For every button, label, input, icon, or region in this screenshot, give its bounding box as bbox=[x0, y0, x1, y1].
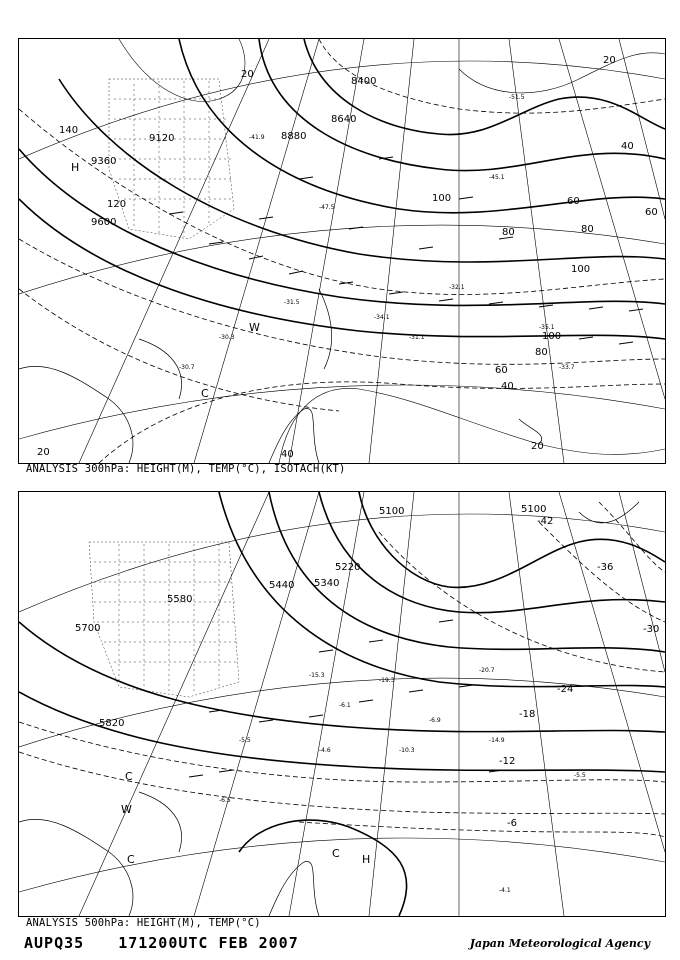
center-mark: H bbox=[71, 161, 80, 174]
center-mark: W bbox=[249, 321, 260, 334]
svg-text:-4.6: -4.6 bbox=[319, 747, 331, 754]
svg-text:-30.3: -30.3 bbox=[219, 334, 235, 341]
isotach-label: 60 bbox=[495, 365, 508, 376]
svg-text:-6.9: -6.9 bbox=[429, 717, 441, 724]
height-label: 5100 bbox=[379, 506, 405, 517]
height-label: 9360 bbox=[91, 156, 117, 167]
agency-name: Japan Meteorological Agency bbox=[469, 937, 650, 950]
height-label: 9120 bbox=[149, 133, 175, 144]
isotach-label: 20 bbox=[37, 447, 50, 458]
svg-text:-19.3: -19.3 bbox=[379, 677, 395, 684]
caption-500hpa: ANALYSIS 500hPa: HEIGHT(M), TEMP(°C) bbox=[26, 917, 261, 929]
temp-contours bbox=[19, 502, 665, 837]
svg-text:-41.9: -41.9 bbox=[249, 134, 265, 141]
chart-500hpa-map bbox=[19, 492, 665, 916]
height-label: 5220 bbox=[335, 562, 361, 573]
svg-text:-30.7: -30.7 bbox=[179, 364, 195, 371]
coastline bbox=[19, 289, 542, 463]
height-label: 9600 bbox=[91, 217, 117, 228]
center-mark: C bbox=[332, 847, 340, 860]
chart-500hpa bbox=[18, 491, 666, 917]
svg-text:-5.5: -5.5 bbox=[574, 772, 586, 779]
svg-text:-14.9: -14.9 bbox=[489, 737, 505, 744]
height-labels bbox=[75, 504, 546, 729]
center-mark: C bbox=[125, 770, 133, 783]
svg-text:-35.1: -35.1 bbox=[539, 324, 555, 331]
height-label: 8640 bbox=[331, 114, 357, 125]
isotach-label: 60 bbox=[567, 196, 580, 207]
svg-text:-4.1: -4.1 bbox=[499, 887, 511, 894]
svg-text:-6.5: -6.5 bbox=[219, 797, 231, 804]
height-label: 5340 bbox=[314, 578, 340, 589]
hatched-zone bbox=[89, 542, 239, 697]
svg-text:-31.1: -31.1 bbox=[409, 334, 425, 341]
isotach-label: 100 bbox=[571, 264, 591, 275]
temp-labels bbox=[499, 516, 659, 829]
svg-text:-33.7: -33.7 bbox=[559, 364, 575, 371]
wind-barbs bbox=[169, 157, 643, 344]
isotach-label: 100 bbox=[542, 331, 562, 342]
height-label: 5580 bbox=[167, 594, 193, 605]
chart-code bbox=[24, 934, 333, 952]
isotach-label: 140 bbox=[59, 125, 79, 136]
isotach-label: 80 bbox=[581, 224, 594, 235]
svg-text:-15.3: -15.3 bbox=[309, 672, 325, 679]
isotach-label: 100 bbox=[432, 193, 452, 204]
svg-text:-47.5: -47.5 bbox=[319, 204, 335, 211]
coastline bbox=[19, 502, 639, 916]
height-label: 5440 bbox=[269, 580, 295, 591]
temp-label: -42 bbox=[537, 516, 554, 527]
chart-300hpa bbox=[18, 38, 666, 464]
isotach-label: 20 bbox=[603, 55, 616, 66]
isotach-label: 40 bbox=[281, 449, 294, 460]
isotach-label: 20 bbox=[531, 441, 544, 452]
temp-label: -6 bbox=[507, 818, 517, 829]
height-label: 5700 bbox=[75, 623, 101, 634]
chart-300hpa-map bbox=[19, 39, 665, 463]
center-mark: C bbox=[127, 853, 135, 866]
caption-300hpa: ANALYSIS 300hPa: HEIGHT(M), TEMP(°C), ISOTACH(KT) bbox=[26, 463, 346, 475]
center-mark: C bbox=[201, 387, 209, 400]
height-label: 5100 bbox=[521, 504, 547, 515]
temp-label: -12 bbox=[499, 756, 516, 767]
isotach-label: 40 bbox=[621, 141, 634, 152]
temp-label: -18 bbox=[519, 709, 536, 720]
svg-text:-10.3: -10.3 bbox=[399, 747, 415, 754]
height-label: 8400 bbox=[351, 76, 377, 87]
isotach-labels-left bbox=[37, 125, 515, 458]
temp-label: -24 bbox=[557, 684, 574, 695]
isotach-label: 80 bbox=[502, 227, 515, 238]
height-label: 8880 bbox=[281, 131, 307, 142]
valid-datetime: 171200UTC FEB 2007 bbox=[118, 934, 299, 952]
station-values bbox=[219, 667, 586, 894]
bulletin-code: AUPQ35 bbox=[24, 934, 85, 952]
svg-text:-45.1: -45.1 bbox=[489, 174, 505, 181]
svg-text:-5.5: -5.5 bbox=[239, 737, 251, 744]
center-mark: H bbox=[362, 853, 371, 866]
isotach-label: 40 bbox=[501, 381, 514, 392]
height-label: 5820 bbox=[99, 718, 125, 729]
isotach-label: 120 bbox=[107, 199, 127, 210]
isotach-label: 80 bbox=[535, 347, 548, 358]
svg-text:-20.7: -20.7 bbox=[479, 667, 495, 674]
temp-label: -36 bbox=[597, 562, 614, 573]
svg-text:-31.5: -31.5 bbox=[284, 299, 300, 306]
top-label: 20 bbox=[241, 69, 254, 80]
isotach-label: 60 bbox=[645, 207, 658, 218]
svg-text:-51.5: -51.5 bbox=[509, 94, 525, 101]
station-values bbox=[179, 94, 575, 371]
svg-text:-6.1: -6.1 bbox=[339, 702, 351, 709]
center-marks bbox=[121, 770, 370, 866]
center-mark: W bbox=[121, 803, 132, 816]
svg-text:-32.1: -32.1 bbox=[449, 284, 465, 291]
temp-label: -30 bbox=[643, 624, 660, 635]
svg-text:-34.1: -34.1 bbox=[374, 314, 390, 321]
